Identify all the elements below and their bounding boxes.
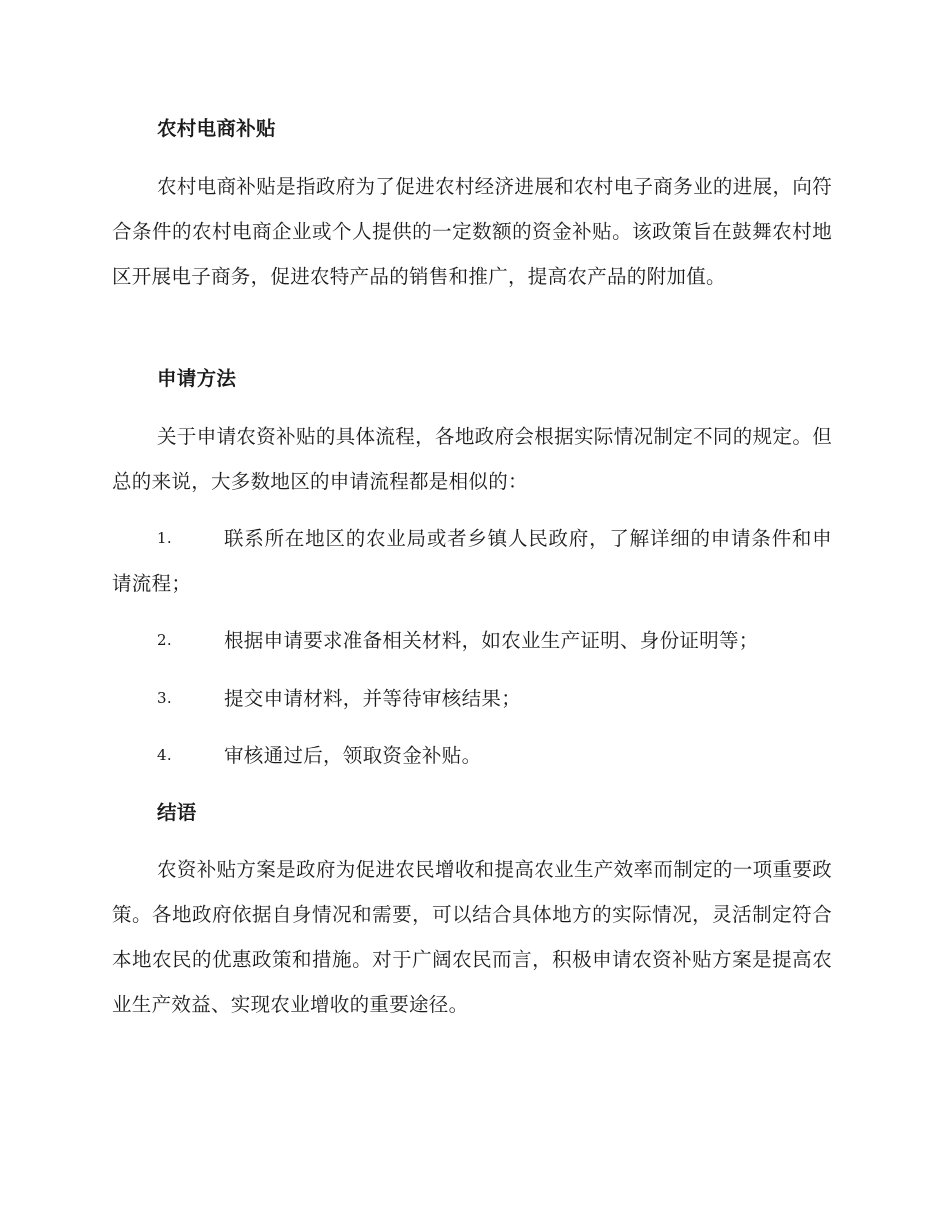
list-item-number: 3.	[157, 689, 172, 707]
paragraph-application	[112, 414, 832, 504]
paragraph-intro	[112, 164, 832, 299]
paragraph-conclusion-text: 农资补贴方案是政府为促进农民增收和提高农业生产效率而制定的一项重要政策。各地政府依据自身情况和需要，可以结合具体地方的实际情况，灵活制定符合本地农民的优惠政策和措施。对于广阔农民而言，积极申请农资补贴方案是提高农业生产效益、实现农业增收的重要途径。	[112, 858, 832, 1016]
list-item	[112, 618, 832, 663]
section-heading-application-method: 申请方法	[157, 367, 237, 390]
section-heading-rural-ecommerce: 农村电商补贴	[157, 117, 276, 140]
paragraph-application-text: 关于申请农资补贴的具体流程，各地政府会根据实际情况制定不同的规定。但总的来说，大多数地区的申请流程都是相似的：	[112, 425, 832, 493]
list-item-text: 提交申请材料，并等待审核结果；	[224, 687, 522, 710]
list-item-text: 联系所在地区的农业局或者乡镇人民政府，了解详细的申请条件和申请流程；	[112, 527, 832, 595]
paragraph-conclusion	[112, 847, 832, 1027]
list-item-text: 根据申请要求准备相关材料，如农业生产证明、身份证明等；	[224, 629, 759, 652]
list-item	[112, 516, 832, 606]
section-heading-conclusion: 结语	[157, 801, 197, 824]
paragraph-intro-text: 农村电商补贴是指政府为了促进农村经济进展和农村电子商务业的进展，向符合条件的农村电商企业或个人提供的一定数额的资金补贴。该政策旨在鼓舞农村地区开展电子商务，促进农特产品的销售和推广，提高农产品的附加值。	[112, 175, 832, 288]
list-item-text: 审核通过后，领取资金补贴。	[224, 744, 482, 767]
list-item-number: 2.	[157, 631, 172, 649]
list-item-number: 1.	[157, 529, 172, 547]
list-item-number: 4.	[157, 746, 172, 764]
list-item	[112, 676, 832, 721]
list-item	[112, 733, 832, 778]
